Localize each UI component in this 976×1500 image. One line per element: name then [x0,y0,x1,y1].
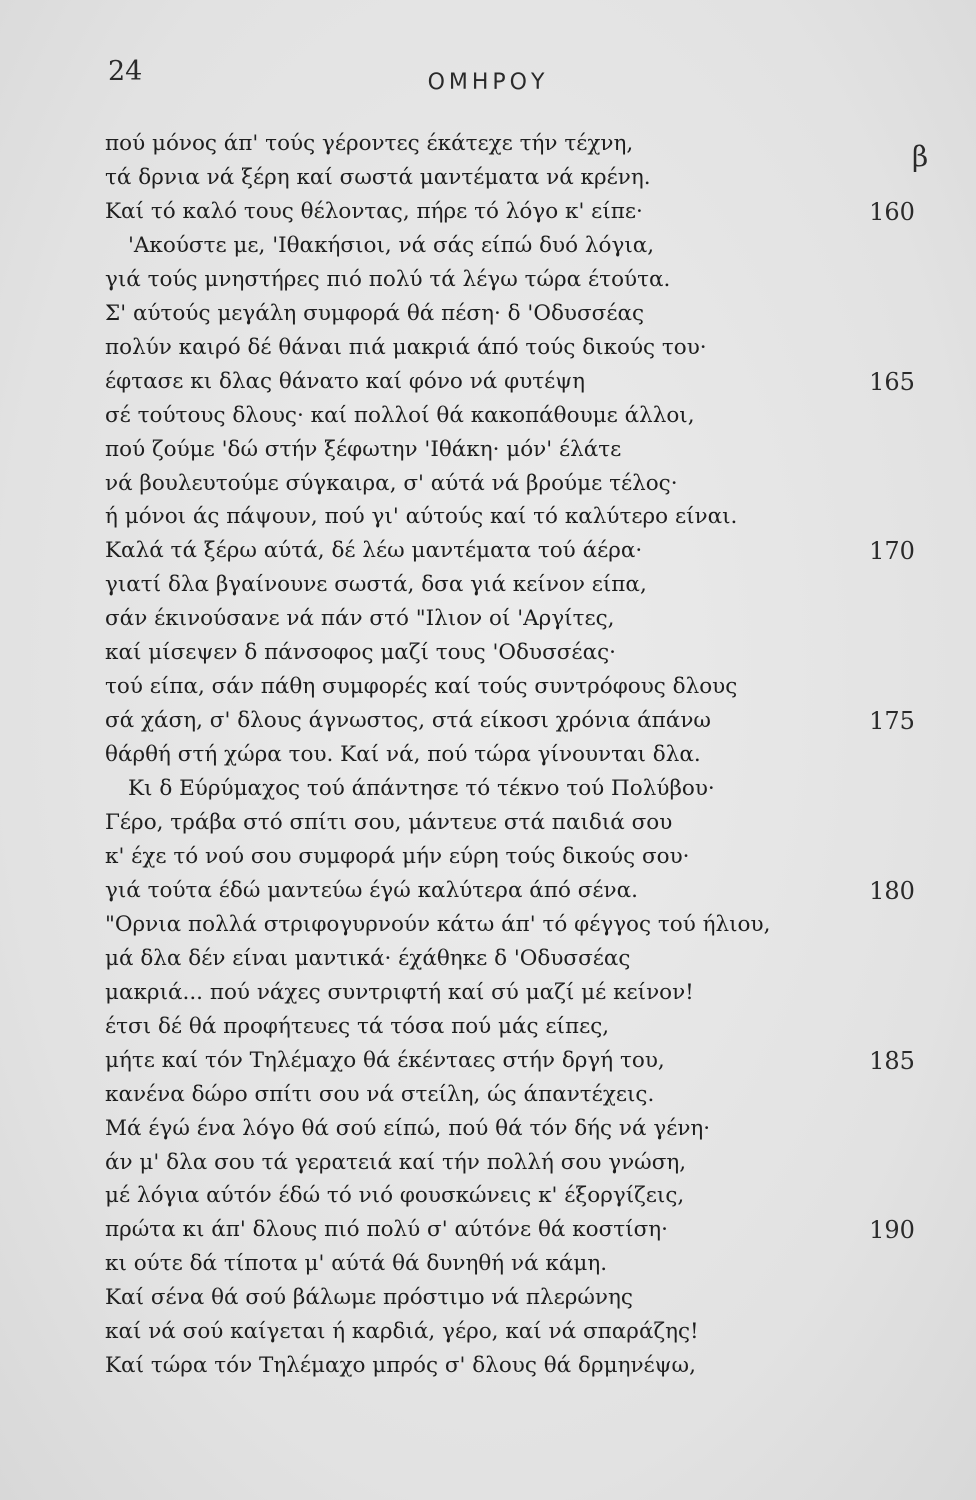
verse-line [0,1146,976,1180]
verse-text: σέ τούτους δλους· καί πολλοί θά κακοπάθουμε άλλοι, [105,402,695,428]
verse-line [0,297,976,331]
verse-text: γιατί δλα βγαίνουνε σωστά, δσα γιά κείνον είπα, [105,572,647,598]
verse-line [0,1315,976,1349]
verse-line [0,161,976,195]
verse-line [0,500,976,534]
verse-text: ή μόνοι άς πάψουν, πού γι' αύτούς καί τό καλύτερο είναι. [105,504,738,530]
verse-text: κι ούτε δά τίποτα μ' αύτά θά δυνηθή νά κάμη. [105,1251,608,1277]
verse-text: θάρθή στή χώρα του. Καί νά, πού τώρα γίνουνται δλα. [105,742,701,768]
verse-text: κ' έχε τό νού σου συμφορά μήν εύρη τούς δικούς σου· [105,843,690,869]
verse-text: πού μόνος άπ' τούς γέροντες έκάτεχε τήν τέχνη, [105,131,634,156]
margin-mark: β [912,140,929,173]
verse-line [0,636,976,670]
verse-text: κανένα δώρο σπίτι σου νά στείλη, ώς άπαντέχεις. [105,1081,655,1107]
verse-line [0,1044,976,1078]
verse-line [0,908,976,942]
verse-text: έφτασε κι δλας θάνατο καί φόνο νά φυτέψη [105,368,586,394]
page-number: 24 [108,56,143,87]
line-number: 165 [869,367,915,396]
verse-line [0,1213,976,1247]
verse-line [0,1010,976,1044]
verse-text: μέ λόγια αύτόν έδώ τό νιό φουσκώνεις κ' έξοργίζεις, [105,1183,685,1209]
verse-line [0,1247,976,1281]
verse-text: μά δλα δέν είναι μαντικά· έχάθηκε δ 'Οδυσσέας [105,945,631,971]
verse-text: καί μίσεψεν δ πάνσοφος μαζί τους 'Οδυσσέας· [105,640,616,666]
verse-text: έτσι δέ θά προφήτευες τά τόσα πού μάς είπες, [105,1013,610,1039]
verse-line [0,704,976,738]
verse-line [0,331,976,365]
verse-text: πολύν καιρό δέ θάναι πιά μακριά άπό τούς δικούς του· [105,334,707,360]
line-number: 160 [869,197,915,226]
verse-line [0,365,976,399]
verse-line [0,670,976,704]
verse-text: πρώτα κι άπ' δλους πιό πολύ σ' αύτόνε θά κοστίση· [105,1217,669,1243]
verse-text: Καλά τά ξέρω αύτά, δέ λέω μαντέματα τού άέρα· [105,538,643,564]
verse-line [0,1112,976,1146]
verse-line [0,568,976,602]
verse-line [0,534,976,568]
verse-text: Κι δ Εύρύμαχος τού άπάντησε τό τέκνο τού Πολύβου· [128,776,715,802]
verse-line [0,942,976,976]
verse-line [0,127,976,161]
verse-line [0,1281,976,1315]
verse-line [0,976,976,1010]
verse-text: τού είπα, σάν πάθη συμφορές καί τούς συντρόφους δλους [105,674,738,700]
verse-line [0,467,976,501]
verse-line [0,602,976,636]
verse-line [0,1349,976,1383]
running-head: ΟΜΗΡΟΥ [427,70,549,95]
verse-text: γιά τούς μνηστήρες πιό πολύ τά λέγω τώρα έτούτα. [105,266,671,292]
verse-line [0,1179,976,1213]
line-number: 190 [869,1216,915,1245]
verse-text: Καί σένα θά σού βάλωμε πρόστιμο νά πλερώνης [105,1285,633,1311]
verse-line [0,399,976,433]
verse-text: μήτε καί τόν Τηλέμαχο θά έκένταες στήν δργή του, [105,1047,665,1073]
verse-line [0,1078,976,1112]
verse-text: Γέρο, τράβα στό σπίτι σου, μάντευε στά παιδιά σου [105,810,673,835]
verse-text: Μά έγώ ένα λόγο θά σού είπώ, πού θά τόν δής νά γένη· [105,1115,711,1141]
line-number: 180 [869,876,915,905]
verse-text: νά βουλευτούμε σύγκαιρα, σ' αύτά νά βρούμε τέλος· [105,470,678,496]
verse-text: τά δρνια νά ξέρη καί σωστά μαντέματα νά κρένη. [105,164,651,190]
verse-text: καί νά σού καίγεται ή καρδιά, γέρο, καί νά σπαράζης! [105,1319,699,1345]
verse-text: 'Ακούστε με, 'Ιθακήσιοι, νά σάς είπώ δυό λόγια, [128,232,655,258]
verse-text: "Ορνια πολλά στριφογυρνούν κάτω άπ' τό φέγγος τού ήλιου, [105,911,771,937]
verse-line [0,229,976,263]
verse-line [0,263,976,297]
verse-text: σάν έκινούσανε νά πάν στό "Ιλιον οί 'Αργίτες, [105,606,615,632]
verse-text: άν μ' δλα σου τά γερατειά καί τήν πολλή σου γνώση, [105,1149,687,1175]
verse-text: Σ' αύτούς μεγάλη συμφορά θά πέση· δ 'Οδυσσέας [105,300,645,326]
verse-line [0,840,976,874]
verse-line [0,433,976,467]
verse-line [0,806,976,840]
line-number: 185 [869,1046,915,1075]
verse-line [0,195,976,229]
verse-line [0,738,976,772]
line-number: 175 [869,707,915,736]
verse-text: γιά τούτα έδώ μαντεύω έγώ καλύτερα άπό σένα. [105,877,638,903]
verse-text: σά χάση, σ' δλους άγνωστος, στά είκοσι χρόνια άπάνω [105,708,711,734]
verse-text: Καί τώρα τόν Τηλέμαχο μπρός σ' δλους θά δρμηνέψω, [105,1353,696,1379]
verse-text: Καί τό καλό τους θέλοντας, πήρε τό λόγο κ' είπε· [105,198,643,224]
line-number: 170 [869,537,915,566]
verse-line [0,874,976,908]
verse-line [0,772,976,806]
verse-text: μακριά... πού νάχες συντριφτή καί σύ μαζί μέ κείνον! [105,979,694,1005]
verse-text: πού ζούμε 'δώ στήν ξέφωτην 'Ιθάκη· μόν' έλάτε [105,436,622,462]
